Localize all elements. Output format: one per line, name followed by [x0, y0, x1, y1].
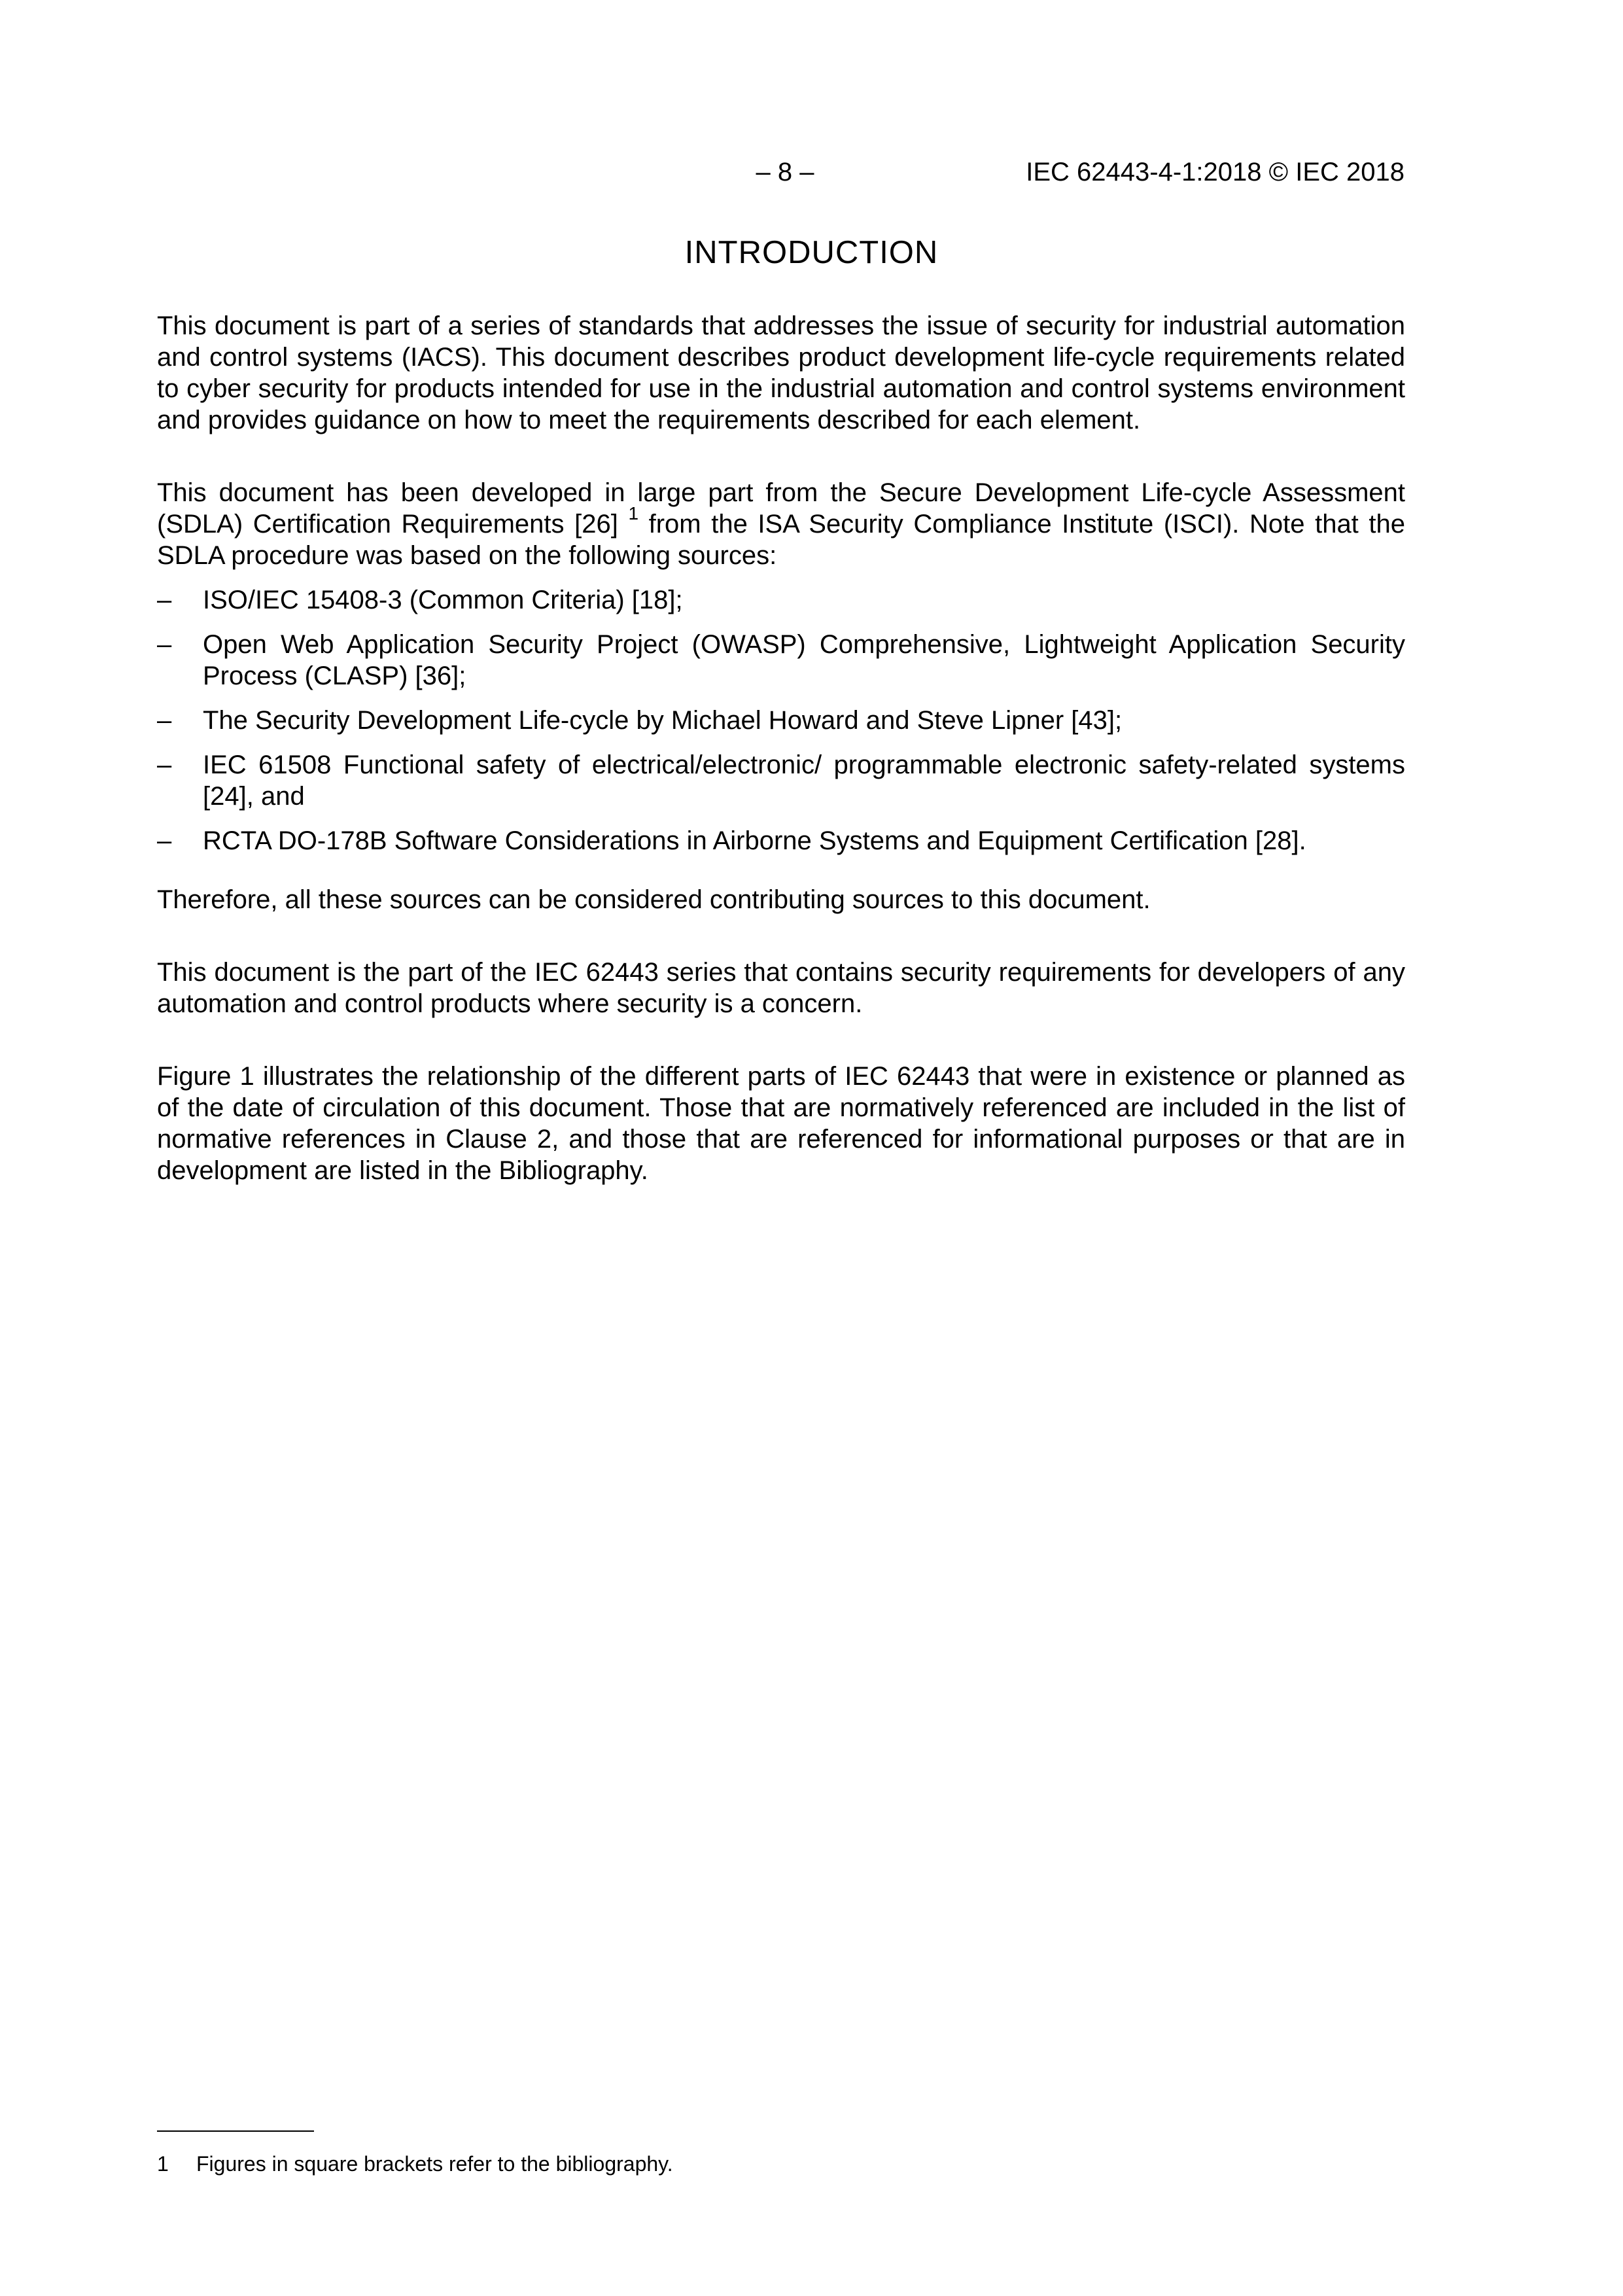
paragraph-series-part: This document is the part of the IEC 62443 series that contains security requirements for developers of any automation and control products where security is a concern. — [157, 958, 1405, 1018]
list-item — [157, 749, 1405, 812]
list-item — [157, 584, 1405, 616]
list-item — [157, 629, 1405, 692]
list-bullet: – — [157, 630, 172, 659]
paragraph-sources-intro-text-2: from the ISA Security Compliance Institute (ISCI). Note that the SDLA procedure was based on the following sources: — [157, 510, 1406, 570]
list-item — [157, 825, 1405, 857]
body-content — [157, 310, 1405, 1186]
list-bullet: – — [157, 826, 172, 855]
list-bullet: – — [157, 751, 172, 779]
paragraph-sources-intro-text-1: This document has been developed in large part from the Secure Development Life-cycle Assessment (SDLA) Certification Requirements [26] — [157, 478, 1405, 539]
sources-list — [157, 584, 1405, 857]
footnote — [157, 2151, 673, 2177]
page-header — [0, 156, 1623, 188]
list-item-text: RCTA DO-178B Software Considerations in Airborne Systems and Equipment Certification [28]. — [203, 826, 1306, 855]
list-item-text: The Security Development Life-cycle by Michael Howard and Steve Lipner [43]; — [203, 706, 1123, 735]
footnote-text: Figures in square brackets refer to the bibliography. — [196, 2152, 673, 2176]
list-bullet: – — [157, 586, 172, 614]
paragraph-scope: This document is part of a series of standards that addresses the issue of security for industrial automation and control systems (IACS). This document describes product development life-cycle requirements related to cyber security for products intended for use in the industrial automation and control systems environment and provides guidance on how to meet the requirements described for each element. — [157, 311, 1405, 434]
list-item-text: IEC 61508 Functional safety of electrical/electronic/ programmable electronic safety-related systems [24], and — [203, 751, 1405, 811]
section-title: INTRODUCTION — [684, 235, 939, 270]
paragraph-sources-intro — [157, 477, 1405, 571]
list-item-text: Open Web Application Security Project (OWASP) Comprehensive, Lightweight Application Security Process (CLASP) [36]; — [203, 630, 1405, 690]
list-item-text: ISO/IEC 15408-3 (Common Criteria) [18]; — [203, 586, 683, 614]
document-reference: IEC 62443-4-1:2018 © IEC 2018 — [1026, 158, 1405, 186]
footnote-separator — [157, 2130, 314, 2132]
paragraph-figure-reference: Figure 1 illustrates the relationship of the different parts of IEC 62443 that were in existence or planned as of the date of circulation of this document. Those that are normatively referenced are included in the list of normative references in Clause 2, and those that are referenced for informational purposes or that are in development are listed in the Bibliography. — [157, 1062, 1405, 1185]
page-number: – 8 – — [756, 158, 814, 186]
footnote-reference-marker[interactable]: 1 — [628, 503, 639, 523]
list-item — [157, 705, 1405, 736]
list-bullet: – — [157, 706, 172, 735]
footnote-number: 1 — [157, 2152, 169, 2176]
paragraph-contributing-sources: Therefore, all these sources can be considered contributing sources to this document. — [157, 885, 1151, 914]
